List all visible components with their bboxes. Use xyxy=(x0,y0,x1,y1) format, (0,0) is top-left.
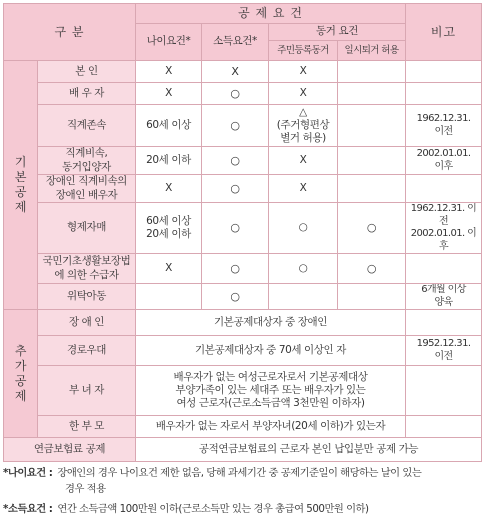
row-label: 본 인 xyxy=(38,61,136,83)
footnotes xyxy=(3,465,483,517)
note-age-text: 장애인의 경우 나이요건 제한 없음, 당해 과세기간 중 공제기준일이 해당하는 날이 있는 xyxy=(57,467,422,479)
basic-row xyxy=(4,284,482,310)
note-income-label: *소득요건 : xyxy=(3,503,53,515)
remark-cell xyxy=(406,416,482,438)
remark-cell xyxy=(406,175,482,203)
description-cell: 배우자가 없는 자로서 부양자녀(20세 이하)가 있는자 xyxy=(136,416,406,438)
remark-cell xyxy=(406,83,482,105)
header-category: 구 분 xyxy=(4,4,136,61)
group-basic-char: 본 xyxy=(14,170,27,184)
basic-row xyxy=(4,147,482,175)
age-cell: X xyxy=(136,254,202,284)
additional-row xyxy=(4,416,482,438)
income-cell: X xyxy=(202,61,269,83)
row-label: 장 애 인 xyxy=(38,310,136,336)
age-cell xyxy=(136,284,202,310)
income-cell: ○ xyxy=(202,284,269,310)
pension-text: 공적연금보험료의 근로자 본인 납입분만 공제 가능 xyxy=(136,438,482,462)
registered-cell: X xyxy=(269,61,338,83)
note-income-text: 연간 소득금액 100만원 이하(근로소득만 있는 경우 총급여 500만원 이하) xyxy=(57,503,369,515)
note-age-label: *나이요건 : xyxy=(3,467,53,479)
row-label: 직계비속, 동거입양자 xyxy=(38,147,136,175)
registered-cell: X xyxy=(269,147,338,175)
remark-cell xyxy=(406,61,482,83)
income-cell: ○ xyxy=(202,203,269,254)
income-cell: ○ xyxy=(202,254,269,284)
temporary-cell: ○ xyxy=(338,254,406,284)
temporary-cell xyxy=(338,175,406,203)
remark-cell xyxy=(406,254,482,284)
group-additional-char: 추 xyxy=(14,343,27,358)
remark-cell: 2002.01.01. 이후 xyxy=(406,147,482,175)
group-basic-char: 제 xyxy=(14,200,27,214)
group-basic-char: 공 xyxy=(14,185,27,199)
remark-cell: 1952.12.31. 이전 xyxy=(406,336,482,366)
row-label: 부 녀 자 xyxy=(38,366,136,416)
row-label: 국민기초생활보장법 에 의한 수급자 xyxy=(38,254,136,284)
temporary-cell xyxy=(338,61,406,83)
registered-cell: ○ xyxy=(269,254,338,284)
temporary-cell xyxy=(338,147,406,175)
header-requirements: 공 제 요 건 xyxy=(136,4,406,24)
deduction-table xyxy=(3,3,482,462)
description-cell: 배우자가 없는 여성근로자로서 기본공제대상 부양가족이 있는 세대주 또는 배우자가 있는 여성 근로자(근로소득금액 3천만원 이하자) xyxy=(136,366,406,416)
temporary-cell xyxy=(338,284,406,310)
row-label: 한 부 모 xyxy=(38,416,136,438)
header-registered: 주민등록동거 xyxy=(269,41,338,61)
description-cell: 기본공제대상자 중 장애인 xyxy=(136,310,406,336)
age-cell: 60세 이상 xyxy=(136,105,202,147)
group-additional xyxy=(4,310,38,438)
remark-cell xyxy=(406,310,482,336)
basic-row xyxy=(4,203,482,254)
registered-cell: X xyxy=(269,83,338,105)
age-cell: X xyxy=(136,83,202,105)
group-basic-char: 기 xyxy=(14,155,27,169)
age-cell: 20세 이하 xyxy=(136,147,202,175)
row-label: 형제자매 xyxy=(38,203,136,254)
header-age: 나이요건* xyxy=(136,24,202,61)
header-remark: 비고 xyxy=(406,4,482,61)
registered-cell xyxy=(269,284,338,310)
note-age-cont: 경우 적용 xyxy=(65,483,106,495)
age-cell: X xyxy=(136,175,202,203)
basic-row xyxy=(4,105,482,147)
basic-row xyxy=(4,61,482,83)
note-income xyxy=(3,501,483,517)
age-cell: 60세 이상 20세 이하 xyxy=(136,203,202,254)
basic-row xyxy=(4,83,482,105)
income-cell: ○ xyxy=(202,105,269,147)
header-income: 소득요건* xyxy=(202,24,269,61)
temporary-cell xyxy=(338,105,406,147)
temporary-cell xyxy=(338,83,406,105)
group-additional-char: 제 xyxy=(14,388,27,403)
registered-cell: △ (주거형편상 별거 허용) xyxy=(269,105,338,147)
header-cohabit: 동거 요건 xyxy=(269,24,406,41)
pension-label: 연금보험료 공제 xyxy=(4,438,136,462)
remark-cell xyxy=(406,366,482,416)
remark-cell: 1962.12.31. 이전 xyxy=(406,105,482,147)
row-label: 경로우대 xyxy=(38,336,136,366)
additional-row xyxy=(4,366,482,416)
temporary-cell: ○ xyxy=(338,203,406,254)
income-cell: ○ xyxy=(202,147,269,175)
row-label: 직계존속 xyxy=(38,105,136,147)
group-basic xyxy=(4,61,38,310)
remark-cell: 6개월 이상 양육 xyxy=(406,284,482,310)
note-age xyxy=(3,465,483,481)
basic-row xyxy=(4,175,482,203)
group-additional-char: 공 xyxy=(14,373,27,388)
group-additional-char: 가 xyxy=(14,358,27,373)
age-cell: X xyxy=(136,61,202,83)
basic-row xyxy=(4,254,482,284)
row-label: 배 우 자 xyxy=(38,83,136,105)
income-cell: ○ xyxy=(202,175,269,203)
row-label: 장애인 직계비속의 장애인 배우자 xyxy=(38,175,136,203)
registered-cell: ○ xyxy=(269,203,338,254)
remark-cell: 1962.12.31. 이전 2002.01.01. 이후 xyxy=(406,203,482,254)
additional-row xyxy=(4,310,482,336)
registered-cell: X xyxy=(269,175,338,203)
income-cell: ○ xyxy=(202,83,269,105)
header-temporary: 일시퇴거 허용 xyxy=(338,41,406,61)
description-cell: 기본공제대상자 중 70세 이상인 자 xyxy=(136,336,406,366)
additional-row xyxy=(4,336,482,366)
row-label: 위탁아동 xyxy=(38,284,136,310)
